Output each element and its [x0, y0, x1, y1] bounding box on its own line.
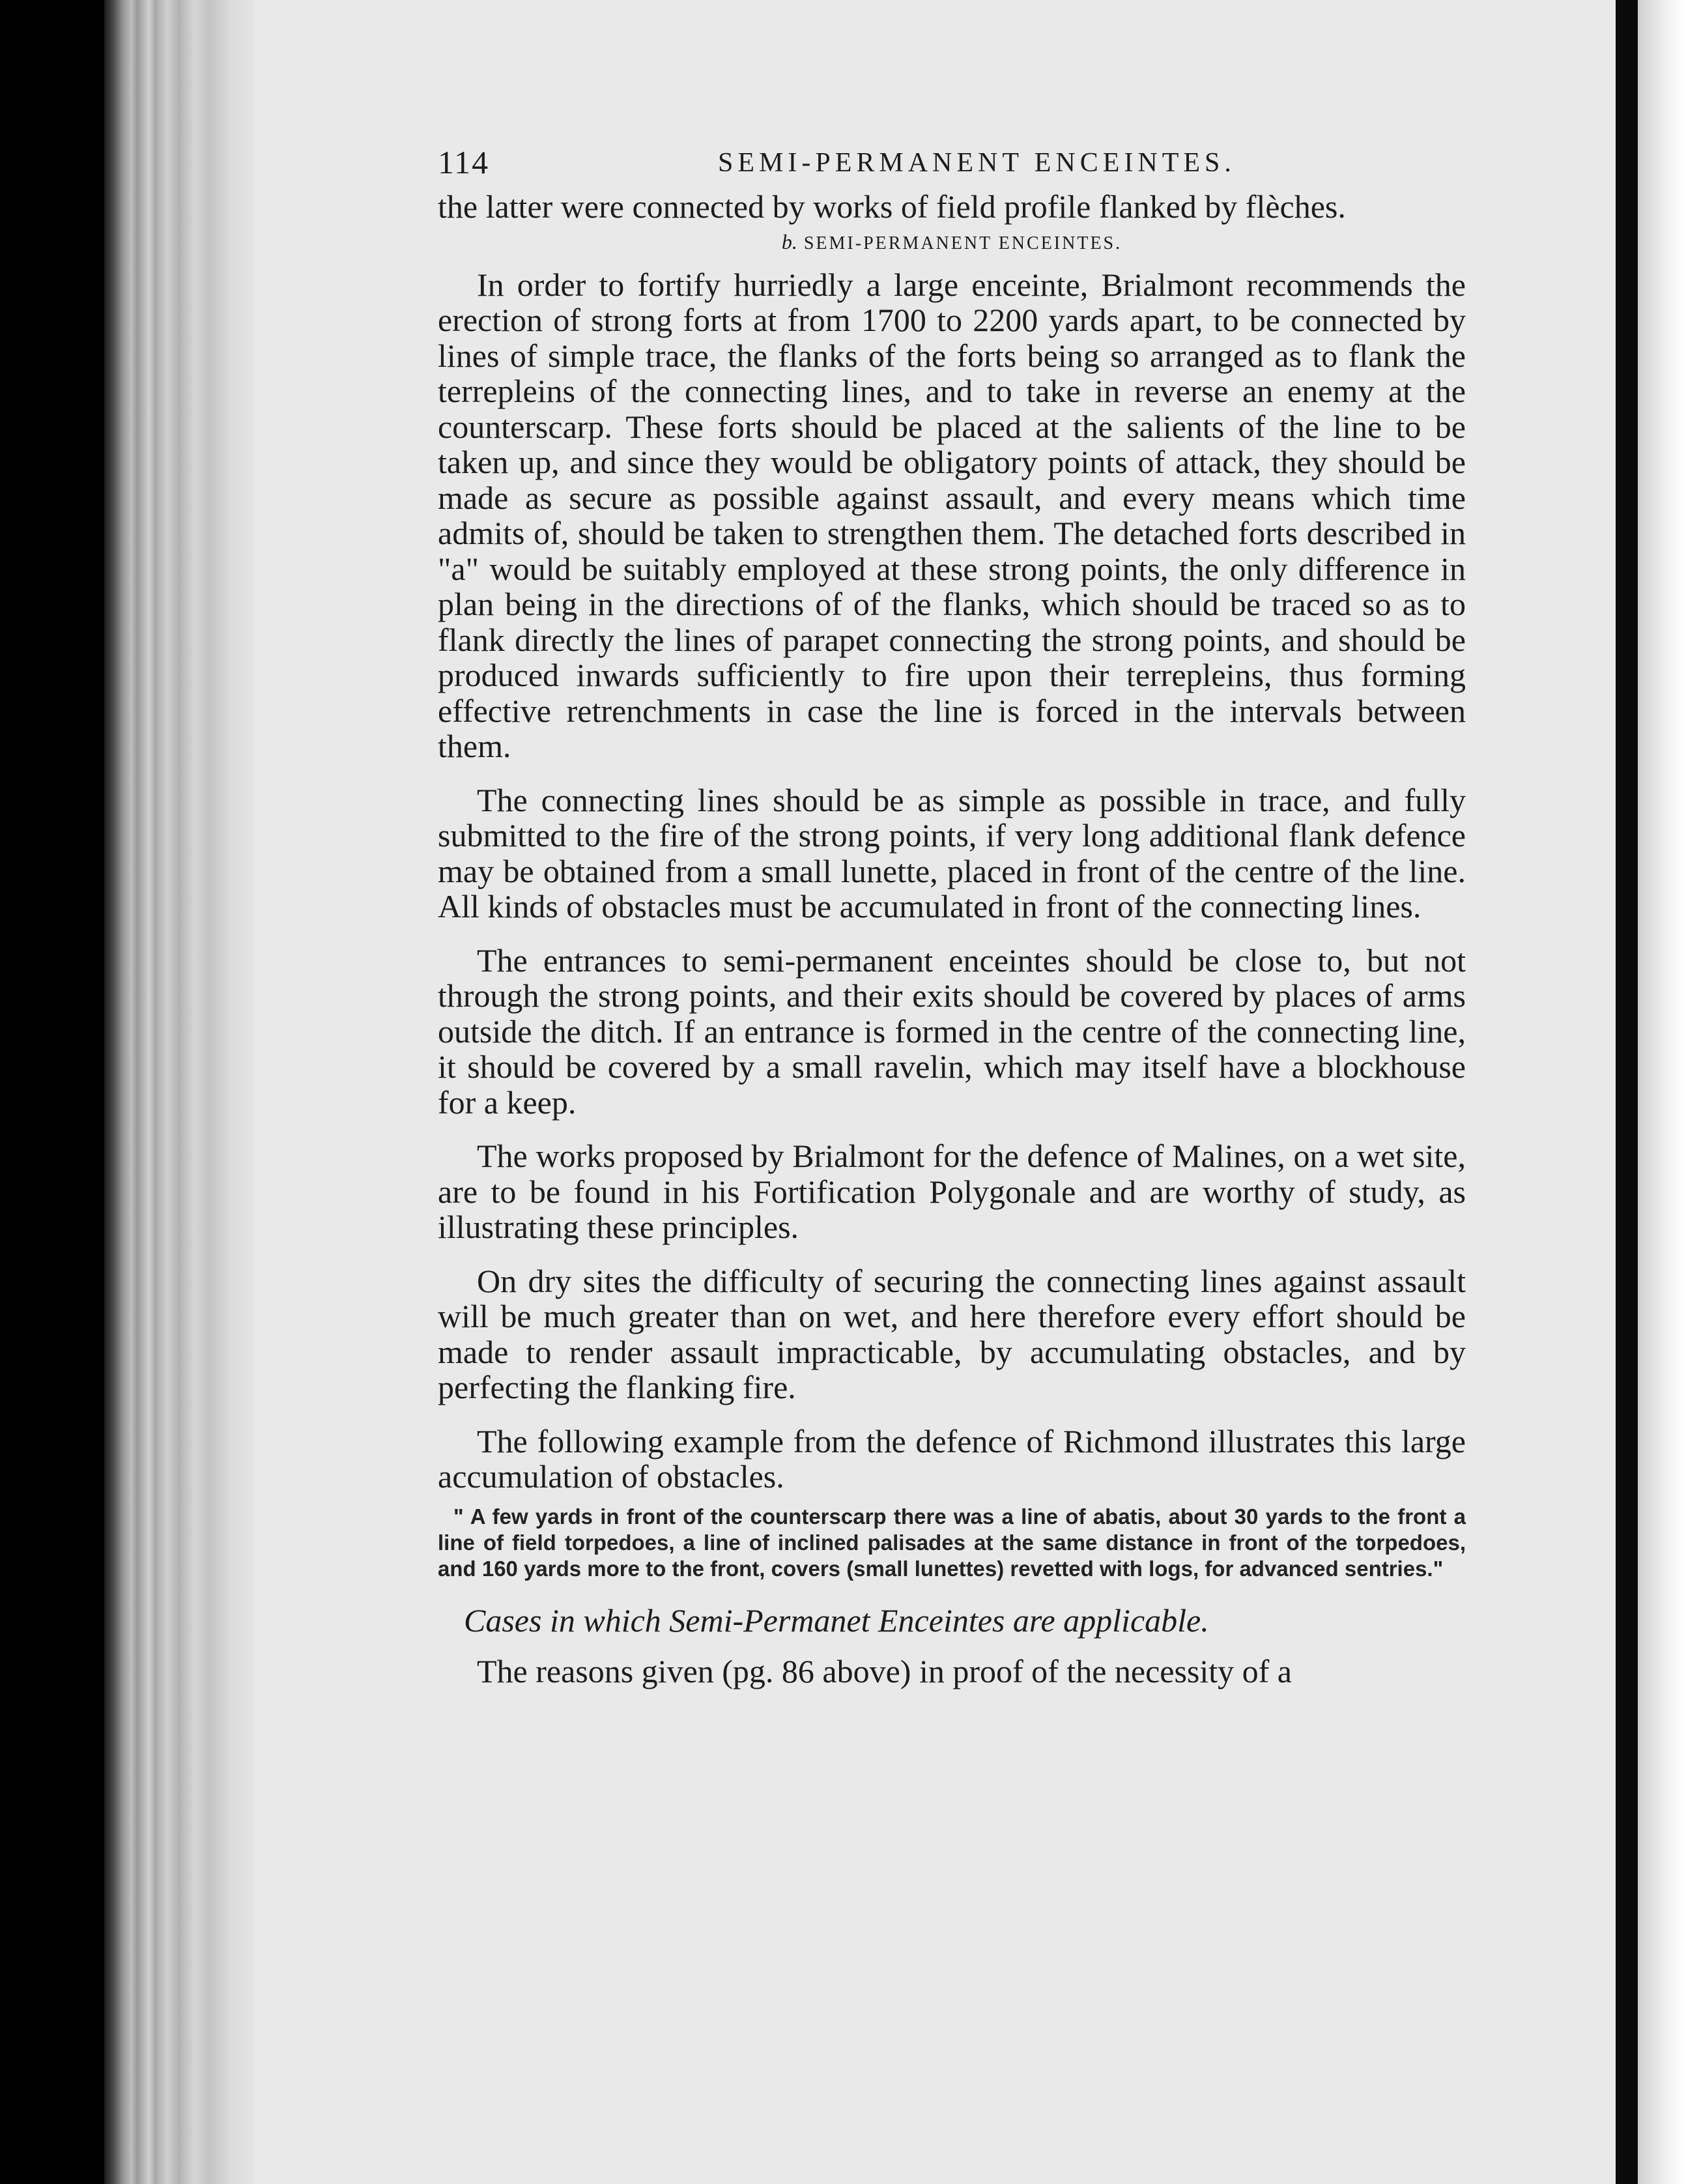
running-title: SEMI-PERMANENT ENCEINTES.	[718, 148, 1236, 178]
page-text	[438, 143, 1466, 1689]
paragraph-2: The connecting lines should be as simple as possible in trace, and fully submitted to the fire of the strong points, if very long additional flank defence may be obtained from a small lunette, placed in front of the centre of the line. All kinds of obstacles must be accumulated in front of the connecting lines.	[438, 781, 1466, 925]
running-head	[438, 143, 1466, 189]
facing-page-edge	[1638, 0, 1686, 2184]
paragraph-4: The works proposed by Brialmont for the defence of Malines, on a wet site, are to be found in his Fortification Polygonale and are worthy of study, as illustrating these principles.	[438, 1138, 1466, 1245]
paragraph-3: The entrances to semi-permanent enceintes should be close to, but not through the strong points, and their exits should be covered by places of arms outside the ditch. If an entrance is formed in the centre of the connecting line, it should be covered by a small ravelin, which may itself have a blockhouse for a keep.	[438, 941, 1466, 1121]
book-page-edges	[104, 0, 254, 2184]
paragraph-6: The following example from the defence of Richmond illustrates this large accumulation of obstacles.	[438, 1422, 1466, 1495]
paragraph-5: On dry sites the difficulty of securing the connecting lines against assault will be much greater than on wet, and here therefore every effort should be made to render assault impracticable, by accumulating obstacles, and by perfecting the flanking fire.	[438, 1262, 1466, 1405]
subheading: Cases in which Semi-Permanet Enceintes are applicable.	[464, 1602, 1209, 1639]
final-paragraph: The reasons given (pg. 86 above) in proof of the necessity of a	[477, 1652, 1293, 1689]
section-title: SEMI-PERMANENT ENCEINTES.	[803, 233, 1122, 253]
intro-paragraph: the latter were connected by works of field profile flanked by flèches.	[438, 188, 1346, 225]
block-quote	[438, 1504, 1466, 1582]
gutter-shadow	[1616, 0, 1638, 2184]
quote-text: " A few yards in front of the counterscarp there was a line of abatis, about 30 yards to the front a line of field torpedoes, a line of inclined palisades at the same distance in front of the torpedoes, and 160 yards more to the front, covers (small lunettes) revetted with logs, for advanced sentries."	[438, 1504, 1466, 1581]
section-letter: b.	[781, 229, 797, 253]
section-heading	[438, 230, 1466, 254]
page-number: 114	[438, 144, 490, 180]
paragraph-1: In order to fortify hurriedly a large enceinte, Brialmont recommends the erection of strong forts at from 1700 to 2200 yards apart, to be connected by lines of simple trace, the flanks of the forts being so arranged as to flank the terrepleins of the connecting lines, and to take in reverse an enemy at the counterscarp. These forts should be placed at the salients of the line to be taken up, and since they would be obligatory points of attack, they should be made as secure as possible against assault, and every means which time admits of, should be taken to strengthen them. The detached forts described in "a" would be suitably employed at these strong points, the only difference in plan being in the directions of of the flanks, which should be traced so as to flank directly the lines of parapet connecting the strong points, and should be produced inwards sufficiently to fire upon their terrepleins, thus forming effective retrenchments in case the line is forced in the intervals between them.	[438, 266, 1466, 764]
